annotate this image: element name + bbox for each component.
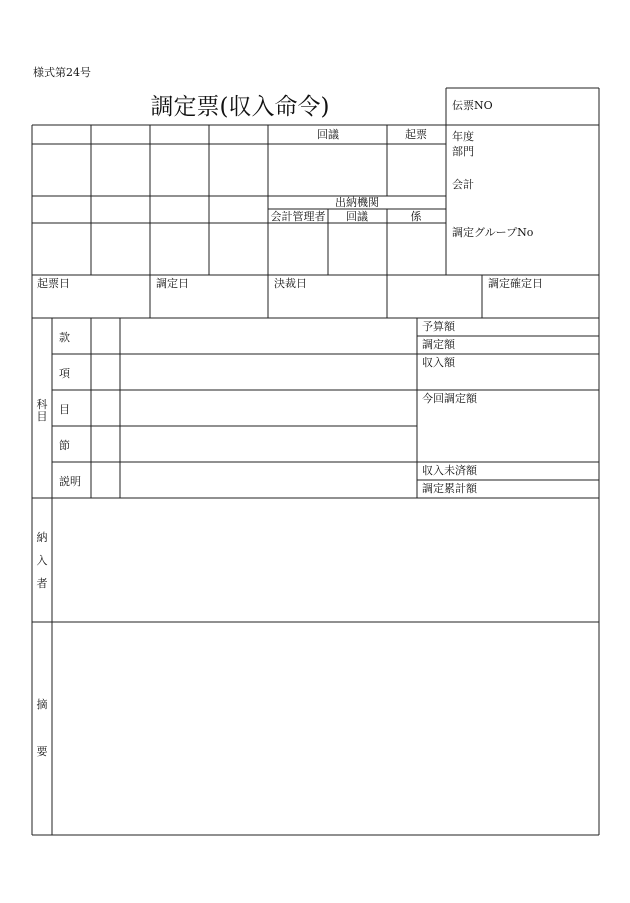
subject-row-label: 節 (59, 439, 70, 452)
form-title: 調定票(収入命令) (150, 94, 330, 120)
confirm-date-label: 調定確定日 (488, 277, 543, 290)
subject-row-label: 目 (59, 403, 70, 416)
department-label: 部門 (452, 145, 474, 158)
subject-row-label: 説明 (59, 475, 81, 488)
summary-label-char: 摘 (36, 698, 48, 711)
summary-label (37, 697, 48, 758)
decision-date-label: 決裁日 (274, 277, 307, 290)
accounting-manager-label: 会計管理者 (270, 210, 326, 223)
unpaid-label: 収入未済額 (422, 464, 477, 477)
circulation-label: 回議 (346, 210, 368, 223)
summary-label-char: 要 (36, 745, 48, 758)
adjusted-label: 調定額 (422, 338, 455, 351)
approval-label: 回議 (317, 128, 339, 141)
subject-row-label: 款 (59, 331, 70, 344)
fiscal-year-label: 年度 (452, 130, 474, 143)
form-number: 様式第24号 (33, 66, 91, 79)
received-label: 収入額 (422, 356, 455, 369)
adjust-date-label: 調定日 (156, 277, 189, 290)
payer-label (37, 530, 48, 590)
subject-row-label: 項 (59, 367, 70, 380)
payer-label-char: 入 (36, 554, 48, 567)
group-no-label: 調定グループNo (452, 226, 534, 239)
subject-label-char: 科 (36, 398, 48, 411)
cumulative-label: 調定累計額 (422, 482, 477, 495)
subject-label (37, 397, 48, 423)
subject-label-char: 目 (36, 410, 48, 423)
cashier-org-label: 出納機関 (335, 196, 379, 209)
accounting-label: 会計 (452, 178, 474, 191)
current-adjust-label: 今回調定額 (422, 392, 477, 405)
payer-label-char: 納 (36, 531, 48, 544)
payer-label-char: 者 (36, 577, 48, 590)
voucher-no-label: 伝票NO (452, 99, 493, 112)
budget-label: 予算額 (422, 320, 455, 333)
clerk-label: 係 (410, 210, 422, 223)
drafting-label: 起票 (405, 128, 427, 141)
form-grid (32, 88, 599, 835)
draft-date-label: 起票日 (37, 277, 70, 290)
